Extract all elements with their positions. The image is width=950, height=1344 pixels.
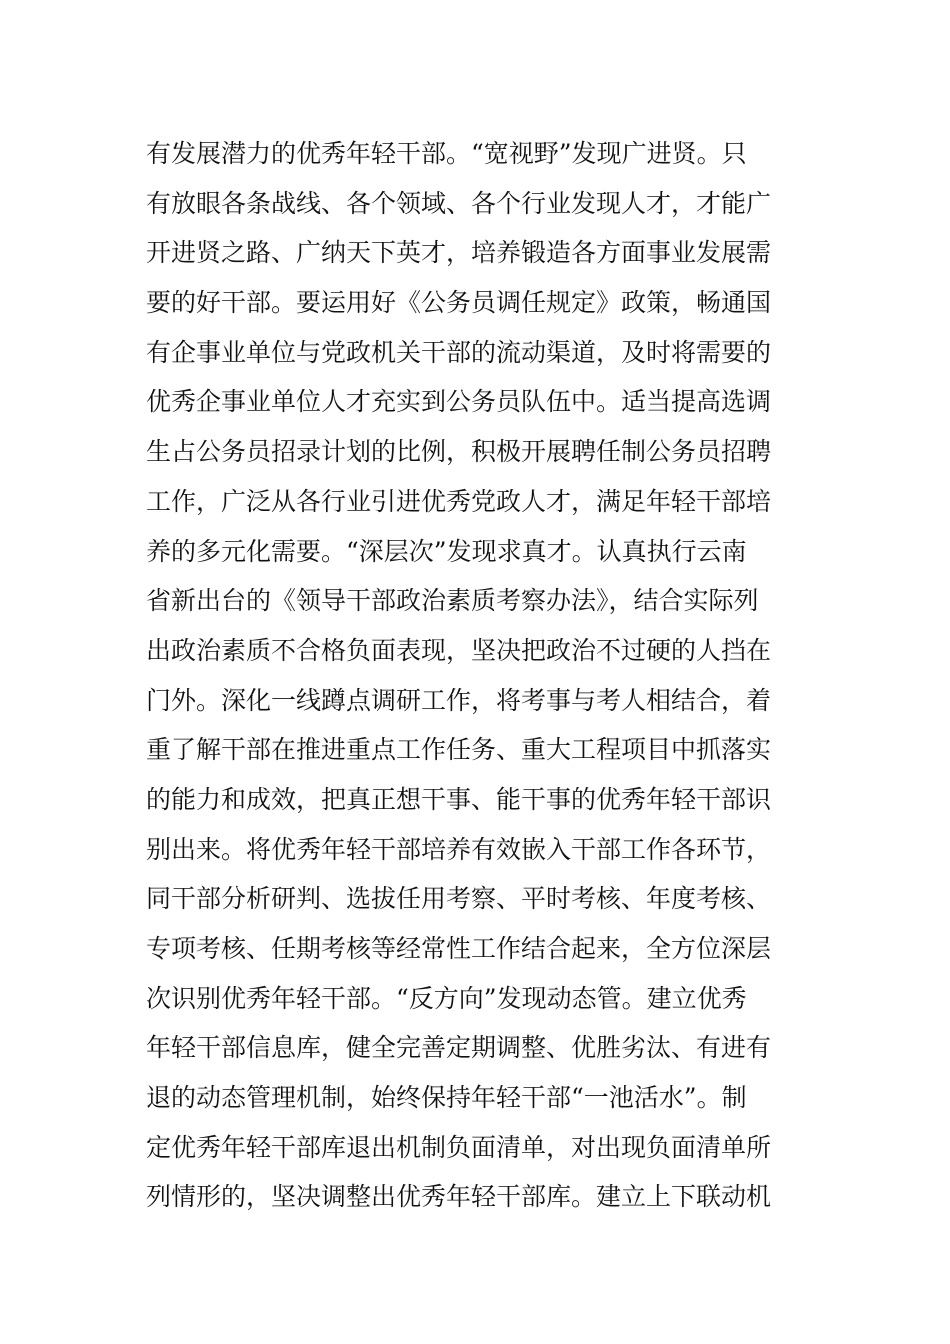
text-line: 有发展潜力的优秀年轻干部。“宽视野”发现广进贤。只 — [146, 139, 747, 168]
text-line: 省新出台的《领导干部政治素质考察办法》，结合实际列 — [146, 586, 759, 616]
text-line: 列情形的，坚决调整出优秀年轻干部库。建立上下联动机 — [146, 1182, 772, 1212]
text-line: 开进贤之路、广纳天下英才，培养锻造各方面事业发展需 — [146, 238, 772, 268]
text-line: 有企事业单位与党政机关干部的流动渠道，及时将需要的 — [146, 337, 772, 367]
text-line: 别出来。将优秀年轻干部培养有效嵌入干部工作各环节， — [146, 834, 772, 864]
text-line: 生占公务员招录计划的比例，积极开展聘任制公务员招聘 — [146, 437, 772, 467]
text-line: 养的多元化需要。“深层次”发现求真才。认真执行云南 — [146, 536, 747, 566]
text-line: 出政治素质不合格负面表现，坚决把政治不过硬的人挡在 — [146, 635, 772, 665]
text-line: 要的好干部。要运用好《公务员调任规定》政策，畅通国 — [146, 288, 772, 318]
body-text — [146, 129, 806, 1222]
text-line: 退的动态管理机制，始终保持年轻干部“一池活水”。制 — [146, 1083, 747, 1113]
text-line: 工作，广泛从各行业引进优秀党政人才，满足年轻干部培 — [146, 486, 772, 516]
text-line: 有放眼各条战线、各个领域、各个行业发现人才，才能广 — [146, 188, 772, 218]
text-line: 优秀企事业单位人才充实到公务员队伍中。适当提高选调 — [146, 387, 772, 417]
text-line: 定优秀年轻干部库退出机制负面清单，对出现负面清单所 — [146, 1132, 772, 1162]
text-line: 次识别优秀年轻干部。“反方向”发现动态管。建立优秀 — [146, 983, 747, 1013]
text-line: 门外。深化一线蹲点调研工作，将考事与考人相结合，着 — [146, 685, 772, 715]
text-line: 专项考核、任期考核等经常性工作结合起来，全方位深层 — [146, 934, 772, 963]
text-line: 重了解干部在推进重点工作任务、重大工程项目中抓落实 — [146, 735, 772, 765]
text-line: 的能力和成效，把真正想干事、能干事的优秀年轻干部识 — [146, 784, 772, 814]
text-line: 年轻干部信息库，健全完善定期调整、优胜劣汰、有进有 — [146, 1033, 772, 1063]
text-line: 同干部分析研判、选拔任用考察、平时考核、年度考核、 — [146, 884, 772, 914]
